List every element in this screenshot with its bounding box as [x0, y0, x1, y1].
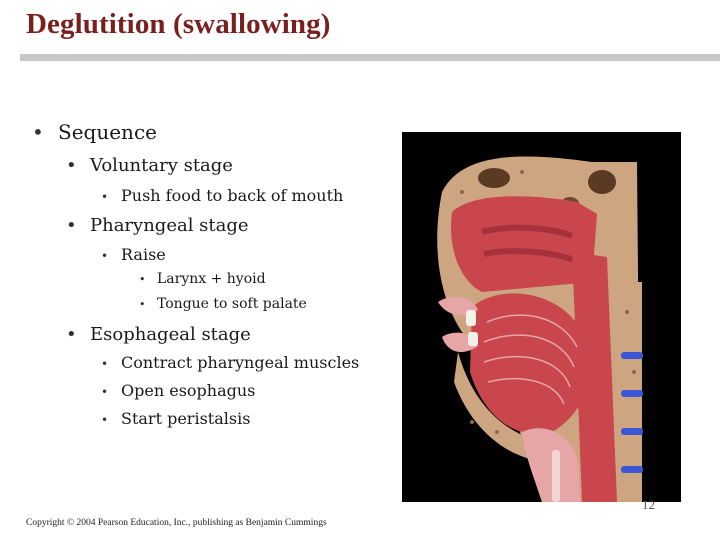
bullet-text: Start peristalsis: [121, 409, 251, 428]
bullet-text: Larynx + hyoid: [157, 271, 266, 287]
bullet-item: [101, 186, 343, 205]
bullet-glyph: •: [66, 215, 77, 236]
bullet-text: Esophageal stage: [90, 324, 251, 345]
bullet-glyph: •: [101, 357, 109, 371]
bullet-text: Raise: [121, 245, 166, 264]
sinus-cavity-shape: [588, 170, 616, 194]
bullet-item: [101, 353, 359, 372]
bullet-item: [66, 215, 249, 236]
head-cross-section-drawing: [402, 132, 681, 502]
bullet-glyph: •: [101, 413, 109, 427]
vertebra-disc-icon: [621, 390, 643, 397]
bullet-item: [139, 296, 307, 312]
bullet-item: [66, 324, 251, 345]
swallowing-anatomy-illustration: [402, 132, 681, 502]
bullet-glyph: •: [66, 155, 77, 176]
bullet-item: [101, 381, 255, 400]
copyright-footer: Copyright © 2004 Pearson Education, Inc., publishing as Benjamin Cummings: [26, 518, 327, 528]
slide-title: Deglutition (swallowing): [26, 8, 331, 40]
bullet-item: [32, 120, 157, 144]
bullet-list: [0, 0, 400, 460]
bullet-item: [101, 409, 250, 428]
bullet-glyph: •: [139, 298, 146, 311]
trachea-ring-shape: [552, 450, 560, 502]
bullet-text: Pharyngeal stage: [90, 215, 249, 236]
bullet-item: [101, 245, 166, 264]
bullet-text: Tongue to soft palate: [157, 296, 307, 312]
bullet-text: Voluntary stage: [90, 155, 233, 176]
bullet-item: [66, 155, 233, 176]
bullet-text: Push food to back of mouth: [121, 186, 344, 205]
slide-number: 12: [642, 497, 655, 512]
bullet-glyph: •: [101, 385, 109, 399]
bullet-glyph: •: [66, 324, 77, 345]
bullet-text: Sequence: [58, 120, 157, 144]
tooth-shape: [468, 332, 478, 346]
tooth-shape: [466, 310, 476, 326]
vertebra-disc-icon: [621, 466, 643, 473]
bullet-text: Open esophagus: [121, 381, 256, 400]
sinus-cavity-shape: [478, 168, 510, 188]
vertebra-disc-icon: [621, 428, 643, 435]
bullet-glyph: •: [32, 120, 44, 144]
bullet-glyph: •: [101, 190, 109, 204]
bullet-glyph: •: [139, 273, 146, 286]
vertebra-disc-icon: [621, 352, 643, 359]
bullet-item: [139, 271, 266, 287]
bullet-text: Contract pharyngeal muscles: [121, 353, 360, 372]
bullet-glyph: •: [101, 249, 109, 263]
